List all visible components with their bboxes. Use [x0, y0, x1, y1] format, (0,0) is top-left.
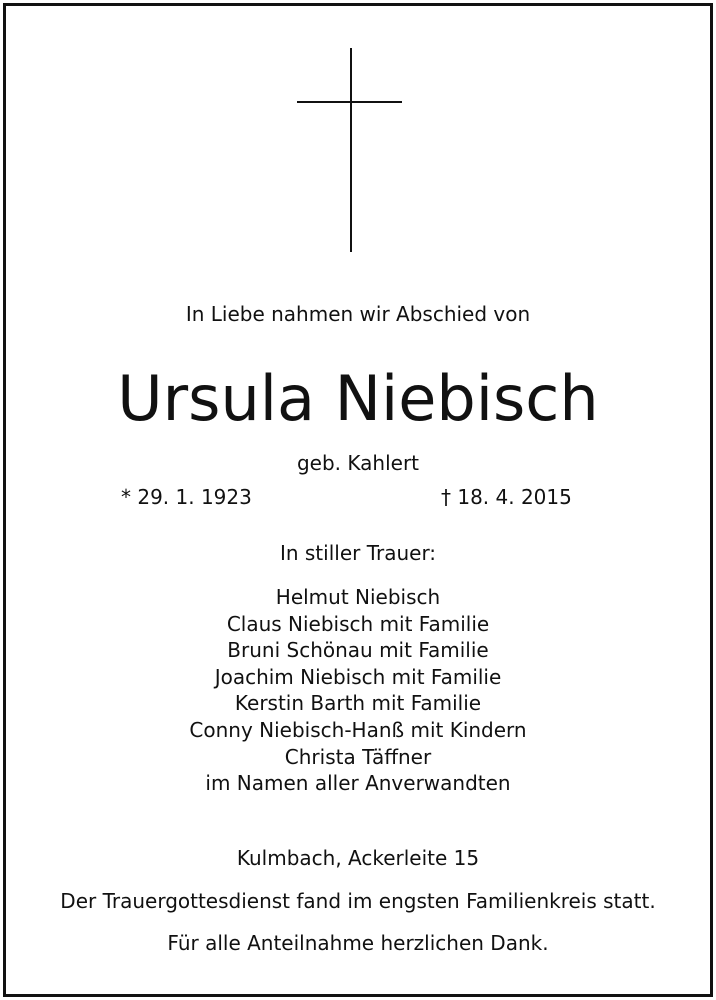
mourner-name: im Namen aller Anverwandten [205, 771, 511, 796]
birth-date: * 29. 1. 1923 [121, 485, 252, 509]
mourner-name: Helmut Niebisch [275, 585, 441, 609]
mourning-heading: In stiller Trauer: [279, 541, 437, 565]
mourner-name: Christa Täffner [284, 744, 432, 769]
address: Kulmbach, Ackerleite 15 [236, 846, 480, 870]
maiden-name: geb. Kahlert [296, 451, 420, 475]
intro-text: In Liebe nahmen wir Abschied von [185, 302, 531, 326]
mourner-name: Joachim Niebisch mit Familie [214, 664, 502, 689]
mourner-name: Bruni Schönau mit Familie [227, 638, 489, 663]
deceased-name: Ursula Niebisch [117, 362, 599, 435]
cross-vertical-bar [350, 48, 352, 252]
mourner-name: Conny Niebisch-Hanß mit Kindern [189, 717, 527, 742]
mourners-list [0, 584, 716, 797]
thanks-note: Für alle Anteilnahme herzlichen Dank. [167, 931, 549, 955]
cross-horizontal-bar [297, 101, 402, 103]
service-note: Der Trauergottesdienst fand im engsten Familienkreis statt. [60, 889, 656, 913]
death-date: † 18. 4. 2015 [441, 485, 572, 509]
mourner-name: Claus Niebisch mit Familie [226, 611, 490, 636]
mourner-name: Kerstin Barth mit Familie [234, 691, 482, 716]
